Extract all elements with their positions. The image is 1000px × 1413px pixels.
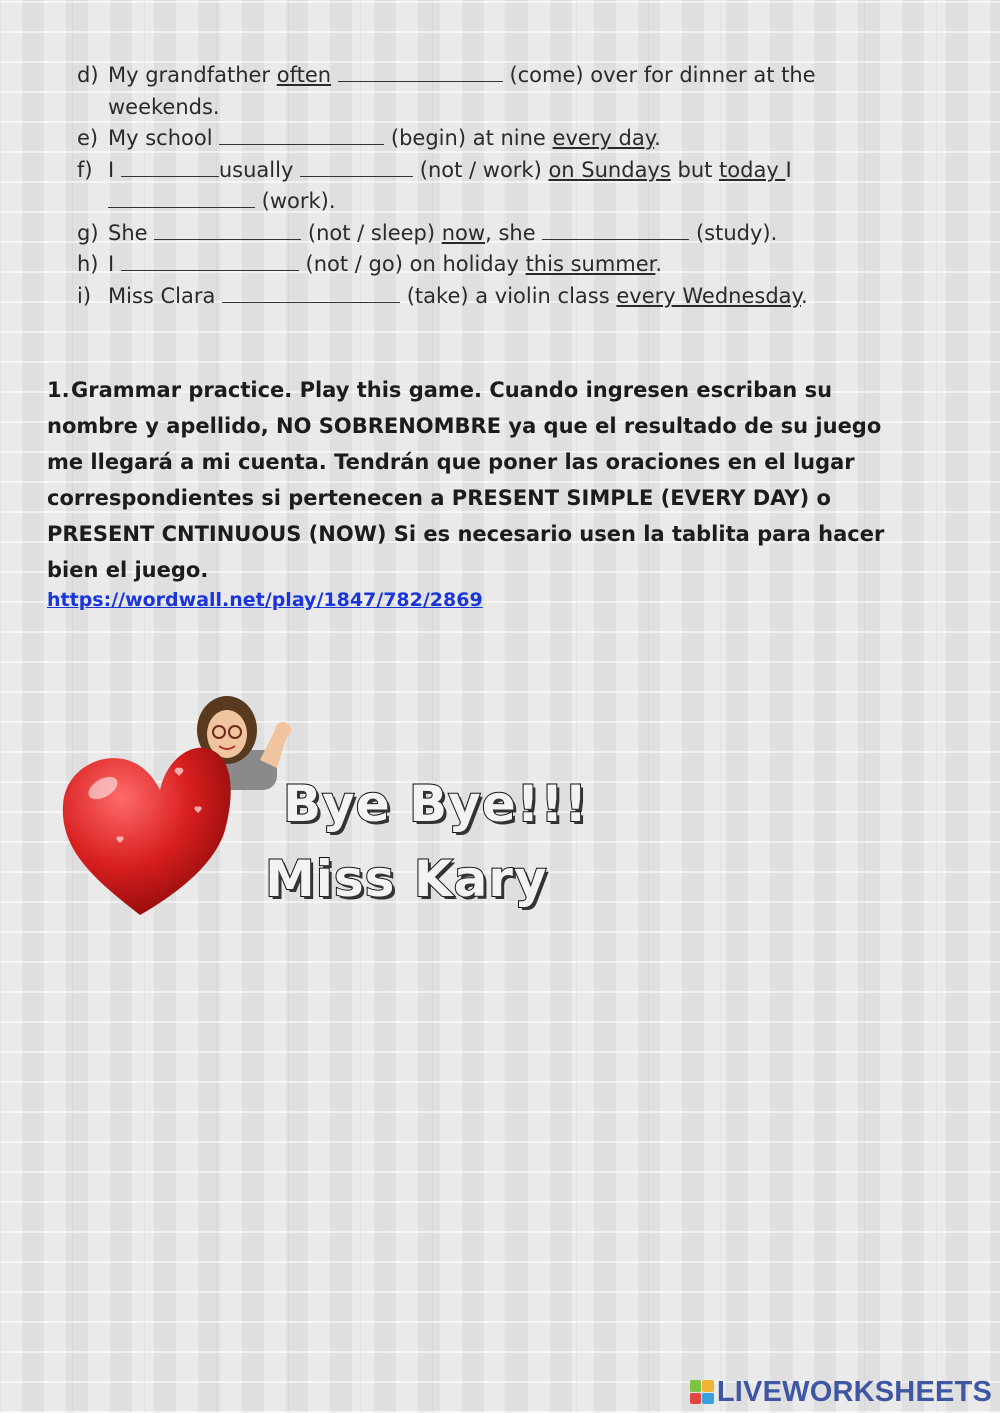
sentence-text: (take) a violin class bbox=[400, 283, 617, 308]
time-expression: today bbox=[719, 157, 786, 182]
liveworksheets-logo-icon bbox=[690, 1380, 714, 1404]
sentence-text: (not / work) bbox=[413, 157, 549, 182]
answer-blank[interactable] bbox=[542, 219, 689, 240]
time-expression: now bbox=[441, 220, 486, 245]
exercise-letter: i) bbox=[77, 283, 92, 308]
sentence-text: usually bbox=[218, 157, 301, 182]
farewell-line-2: Miss Kary bbox=[265, 850, 548, 908]
sentence-text: . bbox=[655, 252, 663, 276]
sentence-text: I bbox=[108, 252, 121, 276]
sentence-text: (work). bbox=[255, 189, 336, 213]
exercise-letter: d) bbox=[77, 63, 99, 87]
exercise-sentence bbox=[108, 155, 837, 218]
answer-blank[interactable] bbox=[154, 219, 301, 240]
exercise-sentence bbox=[108, 281, 837, 313]
exercise-sentence bbox=[108, 218, 837, 250]
exercise-sentence bbox=[108, 249, 837, 281]
sentence-text: but bbox=[670, 157, 720, 182]
heart-avatar-illustration bbox=[55, 690, 295, 930]
brand-name: LIVEWORKSHEETS bbox=[716, 1375, 992, 1408]
instruction-text: Grammar practice. Play this game. Cuando ingresen escriban su nombre y apellido, NO SOBRENOMBRE ya que el resultado de su juego me llegará a mi cuenta. Tendrán que poner las oraciones en el lugar correspondientes si pertenecen a PRESENT SIMPLE (EVERY DAY) o PRESENT CNTINUOUS (NOW) Si es necesario usen la tablita para hacer bien el juego. bbox=[47, 378, 885, 582]
sentence-text: Miss Clara bbox=[108, 283, 223, 308]
exercise-sentence bbox=[108, 60, 837, 123]
liveworksheets-brand bbox=[690, 1375, 992, 1409]
exercise-item bbox=[77, 249, 837, 281]
answer-blank[interactable] bbox=[121, 156, 219, 177]
exercise-item bbox=[77, 218, 837, 250]
exercise-list bbox=[77, 60, 837, 312]
time-expression: often bbox=[276, 63, 332, 87]
instruction-number: 1. bbox=[47, 378, 70, 402]
exercise-letter: e) bbox=[77, 126, 99, 150]
sentence-text bbox=[331, 63, 338, 87]
sentence-text: My grandfather bbox=[108, 63, 277, 87]
sentence-text: (come) over for dinner at the weekends. bbox=[108, 63, 816, 119]
answer-blank[interactable] bbox=[338, 61, 503, 82]
time-expression: this summer bbox=[525, 252, 656, 276]
sentence-text: . bbox=[654, 126, 661, 150]
time-expression: on Sundays bbox=[548, 157, 671, 182]
exercise-item bbox=[77, 281, 837, 313]
exercise-sentence bbox=[108, 123, 837, 155]
wordwall-game-link[interactable]: https://wordwall.net/play/1847/782/2869 bbox=[47, 589, 483, 611]
answer-blank[interactable] bbox=[222, 282, 400, 303]
sentence-text: My school bbox=[108, 126, 220, 150]
exercise-item bbox=[77, 155, 837, 218]
answer-blank[interactable] bbox=[219, 124, 384, 145]
farewell-line-1: Bye Bye!!! bbox=[283, 775, 589, 833]
sentence-text: (not / go) on holiday bbox=[298, 252, 526, 276]
sentence-text: (not / sleep) bbox=[301, 220, 442, 245]
heart-icon bbox=[63, 748, 231, 915]
time-expression: every day bbox=[552, 126, 655, 150]
sentence-text: I bbox=[108, 157, 121, 182]
sentence-text: , she bbox=[485, 220, 543, 245]
answer-blank[interactable] bbox=[108, 187, 255, 208]
answer-blank[interactable] bbox=[300, 156, 413, 177]
exercise-letter: f) bbox=[77, 157, 93, 182]
sentence-text: (begin) at nine bbox=[384, 126, 553, 150]
sentence-text: (study). bbox=[689, 220, 778, 245]
farewell-section bbox=[55, 690, 589, 940]
sentence-text: . bbox=[800, 283, 808, 308]
answer-blank[interactable] bbox=[121, 250, 299, 271]
exercise-letter: g) bbox=[77, 220, 99, 245]
exercise-letter: h) bbox=[77, 252, 99, 276]
exercise-item bbox=[77, 60, 837, 123]
instructions-paragraph bbox=[47, 372, 917, 588]
time-expression: every Wednesday bbox=[616, 283, 801, 308]
exercise-item bbox=[77, 123, 837, 155]
sentence-text: She bbox=[108, 220, 155, 245]
sentence-text: I bbox=[785, 157, 792, 182]
